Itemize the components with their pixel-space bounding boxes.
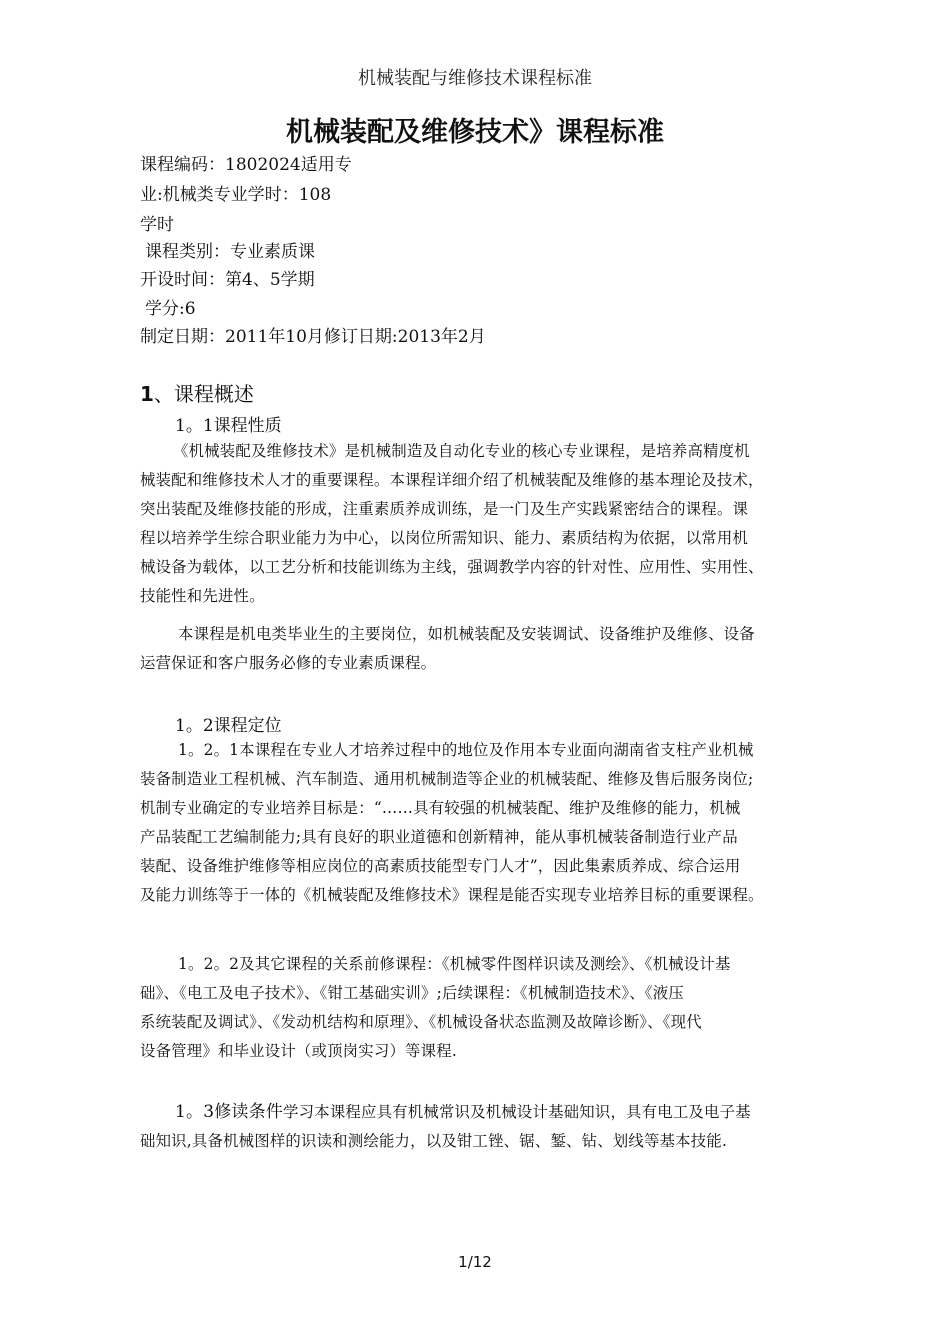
meta-course-code: 课程编码：1802024适用专 xyxy=(140,155,352,175)
paragraph-line: 《机械装配及维修技术》是机械制造及自动化专业的核心专业课程，是培养高精度机 xyxy=(173,442,750,460)
meta-dates: 制定日期：2011年10月修订日期:2013年2月 xyxy=(140,327,486,347)
paragraph-line: 装配、设备维护维修等相应岗位的高素质技能型专门人才”，因此集素质养成、综合运用 xyxy=(140,857,741,875)
paragraph-line: 设备管理》和毕业设计（或顶岗实习）等课程. xyxy=(140,1042,457,1060)
section-1-title: 、课程概述 xyxy=(153,382,254,406)
meta-hours-unit: 学时 xyxy=(140,215,174,235)
section-1-heading xyxy=(140,378,254,407)
meta-credits: 学分:6 xyxy=(145,299,196,319)
section-1-3-text: 学习本课程应具有机械常识及机械设计基础知识，具有电工及电子基 xyxy=(283,1103,751,1121)
paragraph-line: 系统装配及调试》、《发动机结构和原理》、《机械设备状态监测及故障诊断》、《现代 xyxy=(140,1013,702,1031)
paragraph-line: 机制专业确定的专业培养目标是：“……具有较强的机械装配、维护及维修的能力，机械 xyxy=(140,799,741,817)
paragraph-line: 技能性和先进性。 xyxy=(140,587,265,605)
meta-semester: 开设时间：第4、5学期 xyxy=(140,270,315,290)
document-title: 机械装配及维修技术》课程标准 xyxy=(286,117,664,148)
paragraph-line: 程以培养学生综合职业能力为中心，以岗位所需知识、能力、素质结构为依据，以常用机 xyxy=(140,529,749,547)
paragraph-line: 械装配和维修技术人才的重要课程。本课程详细介绍了机械装配及维修的基本理论及技术， xyxy=(140,471,764,489)
paragraph-line: 突出装配及维修技能的形成，注重素质养成训练，是一门及生产实践紧密结合的课程。课 xyxy=(140,500,749,518)
paragraph-line: 础》、《电工及电子技术》、《钳工基础实训》;后续课程：《机械制造技术》、《液压 xyxy=(140,984,684,1002)
running-header: 机械装配与维修技术课程标准 xyxy=(358,68,592,89)
paragraph-line xyxy=(140,1098,820,1127)
paragraph-line: 础知识,具备机械图样的识读和测绘能力，以及钳工锉、锯、錾、钻、划线等基本技能. xyxy=(140,1132,728,1150)
section-1-1-paragraph-2 xyxy=(140,620,820,678)
paragraph-line: 1。2。1本课程在专业人才培养过程中的地位及作用本专业面向湖南省支柱产业机械 xyxy=(178,741,754,759)
meta-major-hours: 业:机械类专业学时：108 xyxy=(140,185,332,205)
section-1-3-paragraph xyxy=(140,1098,820,1156)
section-1-3-lead: 1。3修读条件 xyxy=(175,1102,284,1122)
section-1-number: 1 xyxy=(140,382,154,406)
section-1-2-1-paragraph xyxy=(140,736,820,910)
paragraph-line: 运营保证和客户服务必修的专业素质课程。 xyxy=(140,654,437,672)
paragraph-line: 装备制造业工程机械、汽车制造、通用机械制造等企业的机械装配、维修及售后服务岗位; xyxy=(140,770,754,788)
section-1-2-heading: 1。2课程定位 xyxy=(175,716,282,736)
paragraph-line: 产品装配工艺编制能力;具有良好的职业道德和创新精神，能从事机械装备制造行业产品 xyxy=(140,828,738,846)
section-1-1-paragraph xyxy=(140,437,820,611)
paragraph-line: 本课程是机电类毕业生的主要岗位，如机械装配及安装调试、设备维护及维修、设备 xyxy=(178,625,755,643)
meta-course-type: 课程类别：专业素质课 xyxy=(145,242,315,262)
section-1-1-heading: 1。1课程性质 xyxy=(175,416,282,436)
page-number: 1/12 xyxy=(458,1253,492,1271)
section-1-2-2-paragraph xyxy=(140,950,820,1066)
paragraph-line: 1。2。2及其它课程的关系前修课程：《机械零件图样识读及测绘》、《机械设计基 xyxy=(178,955,731,973)
paragraph-line: 械设备为载体，以工艺分析和技能训练为主线，强调教学内容的针对性、应用性、实用性、 xyxy=(140,558,764,576)
paragraph-line: 及能力训练等于一体的《机械装配及维修技术》课程是能否实现专业培养目标的重要课程。 xyxy=(140,886,764,904)
